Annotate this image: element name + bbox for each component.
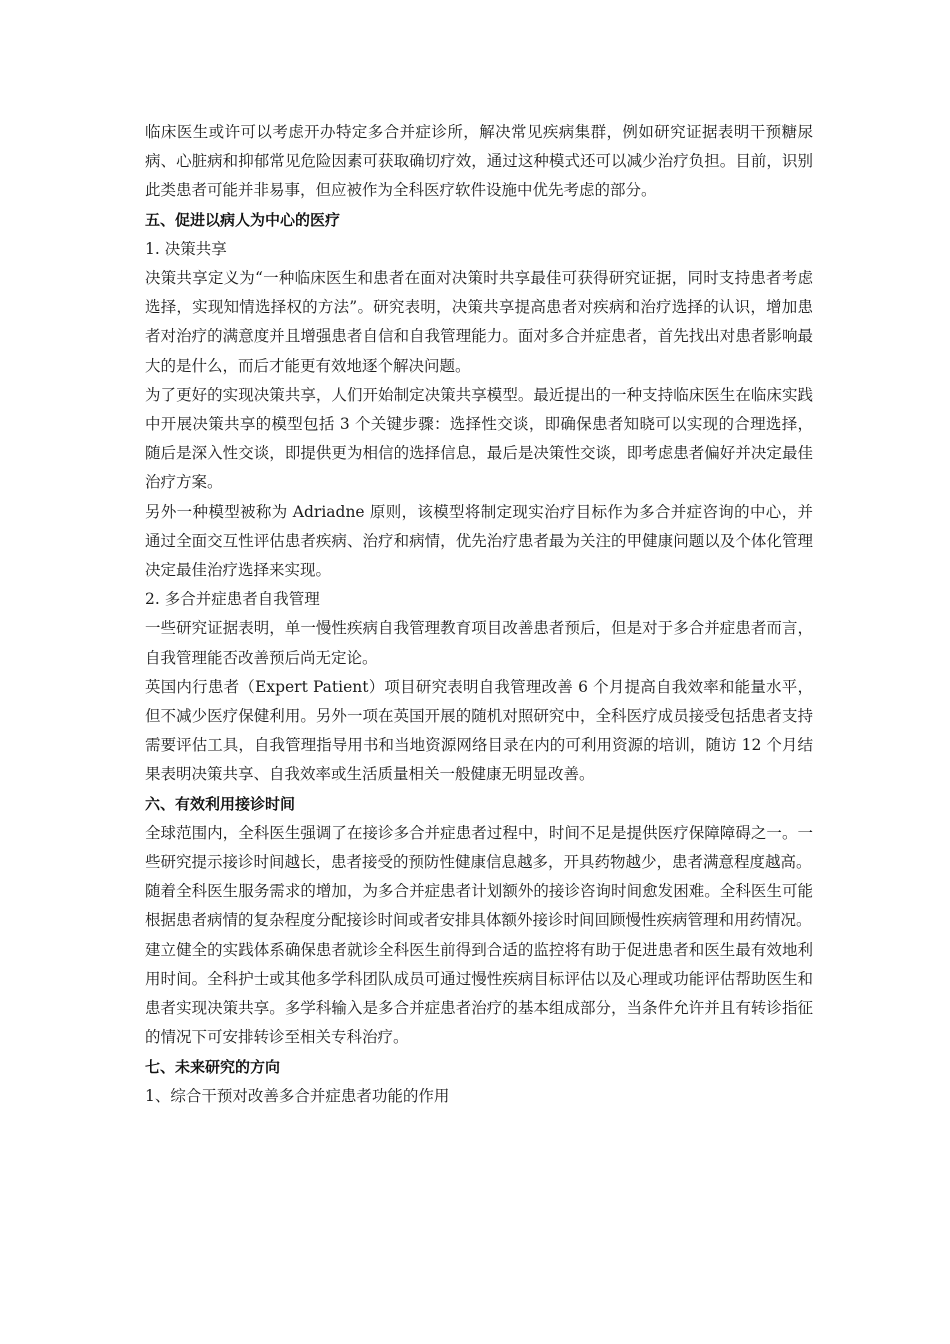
section-heading-consultation-time: 六、有效利用接诊时间 (145, 794, 296, 813)
paragraph-self-management-evidence: 一些研究证据表明，单一慢性疾病自我管理教育项目改善患者预后，但是对于多合并症患者而言，自我管理能否改善预后尚无定论。 (145, 619, 813, 667)
paragraph-practice-system: 建立健全的实践体系确保患者就诊全科医生前得到合适的监控将有助于促进患者和医生最有效地利用时间。全科护士或其他多学科团队成员可通过慢性疾病目标评估以及心理或功能评估帮助医生和患者实现决策共享。多学科输入是多合并症患者治疗的基本组成部分，当条件允许并且有转诊指征的情况下可安排转诊至相关专科治疗。 (145, 940, 813, 1047)
paragraph-time-shortage: 全球范围内，全科医生强调了在接诊多合并症患者过程中，时间不足是提供医疗保障障碍之一。一些研究提示接诊时间越长，患者接受的预防性健康信息越多，开具药物越少，患者满意程度越高。 (145, 823, 813, 872)
paragraph-extra-consultation: 随着全科医生服务需求的增加，为多合并症患者计划额外的接诊咨询时间愈发困难。全科医生可能根据患者病情的复杂程度分配接诊时间或者安排具体额外接诊时间回顾慢性疾病管理和用药情况。 (145, 882, 813, 930)
paragraph-shared-decision-model: 为了更好的实现决策共享，人们开始制定决策共享模型。最近提出的一种支持临床医生在临床实践中开展决策共享的模型包括 3 个关键步骤：选择性交谈，即确保患者知晓可以实现的合理选择，随后是深入性交谈，即提供更为相信的选择信息，最后是决策性交谈，即考虑患者偏好并决定最佳治疗方案。 (145, 385, 813, 492)
paragraph-shared-decision-definition: 决策共享定义为“一种临床医生和患者在面对决策时共享最佳可获得研究证据，同时支持患者考虑选择，实现知情选择权的方法”。研究表明，决策共享提高患者对疾病和治疗选择的认识，增加患者对治疗的满意度并且增强患者自信和自我管理能力。面对多合并症患者，首先找出对患者影响最大的是什么，而后才能更有效地逐个解决问题。 (145, 269, 813, 375)
paragraph-specialist-clinic: 临床医生或许可以考虑开办特定多合并症诊所，解决常见疾病集群，例如研究证据表明干预糖尿病、心脏病和抑郁常见危险因素可获取确切疗效，通过这种模式还可以减少治疗负担。目前，识别此类患者可能并非易事，但应被作为全科医疗软件设施中优先考虑的部分。 (145, 123, 813, 200)
subheading-shared-decision: 1. 决策共享 (145, 239, 227, 258)
document-page (145, 118, 813, 1111)
section-heading-future-research: 七、未来研究的方向 (145, 1057, 281, 1076)
section-heading-patient-centred-care: 五、促进以病人为中心的医疗 (145, 210, 341, 229)
subheading-self-management: 2. 多合并症患者自我管理 (145, 590, 320, 609)
paragraph-expert-patient: 英国内行患者（Expert Patient）项目研究表明自我管理改善 6 个月提高自我效率和能量水平，但不减少医疗保健利用。另外一项在英国开展的随机对照研究中，全科医疗成员接受包括患者支持需要评估工具，自我管理指导用书和当地资源网络目录在内的可利用资源的培训，随访 12 个月结果表明决策共享、自我效率或生活质量相关一般健康无明显改善。 (145, 677, 813, 784)
paragraph-adriadne-principle: 另外一种模型被称为 Adriadne 原则，该模型将制定现实治疗目标作为多合并症咨询的中心，并通过全面交互性评估患者疾病、治疗和病情，优先治疗患者最为关注的甲健康问题以及个体化管理决定最佳治疗选择来实现。 (145, 502, 813, 580)
subheading-integrated-intervention: 1、综合干预对改善多合并症患者功能的作用 (145, 1086, 450, 1105)
